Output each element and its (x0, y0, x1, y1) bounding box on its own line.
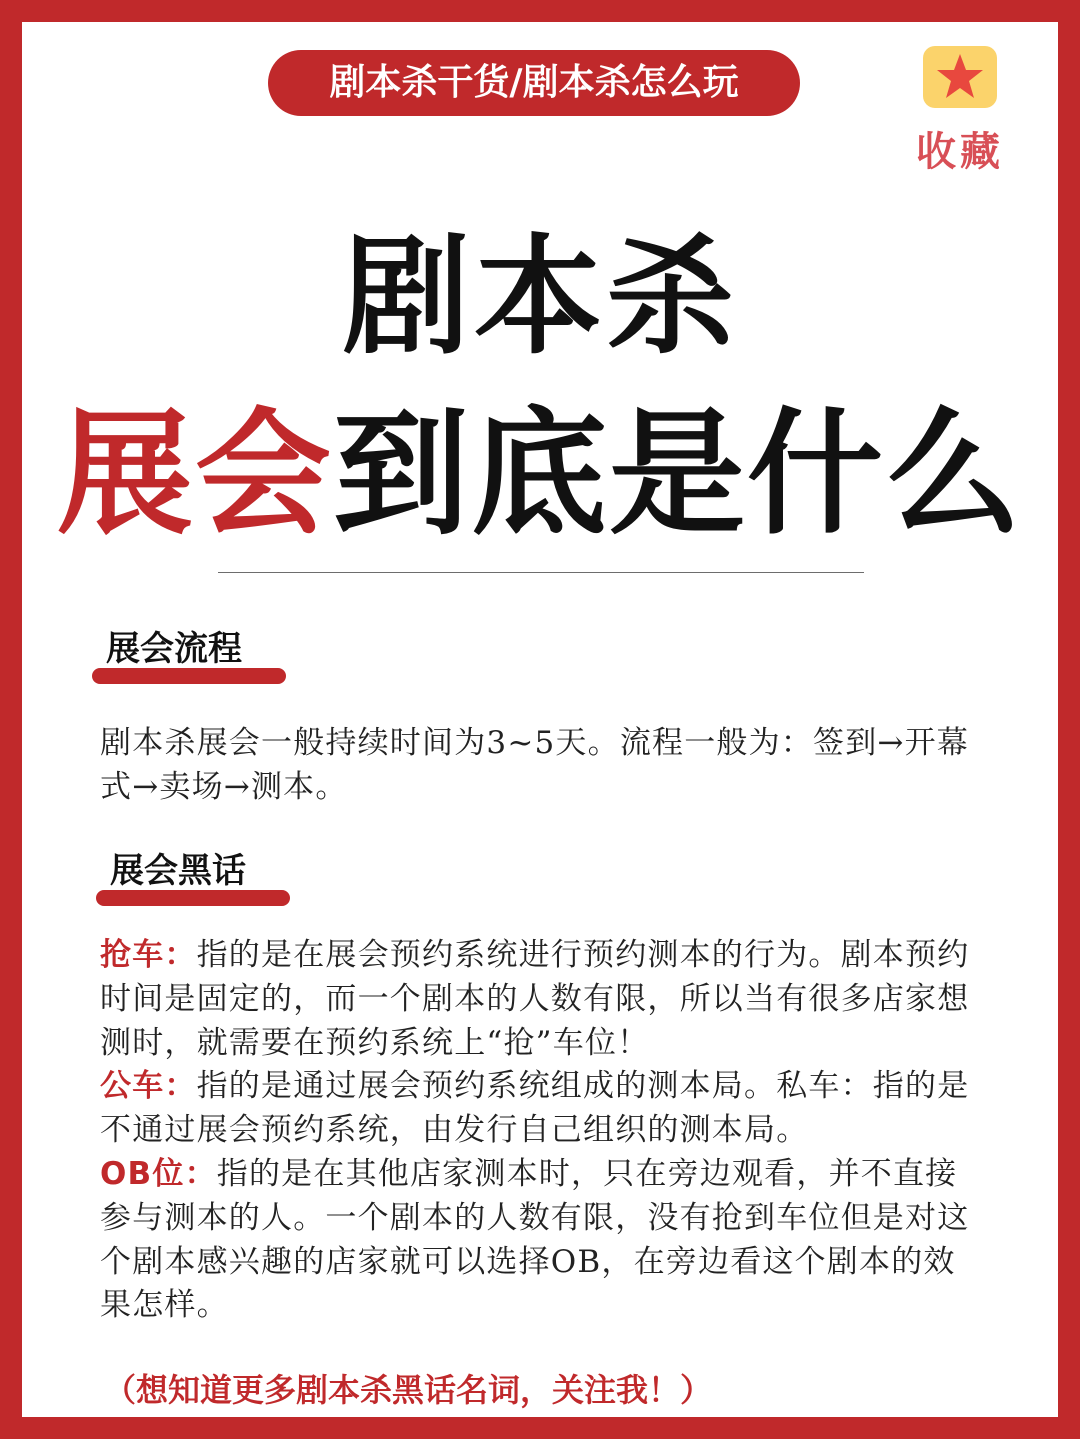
heading-text: 展会流程 (106, 629, 242, 669)
favorite-button[interactable] (905, 42, 1015, 175)
star-icon (935, 52, 985, 100)
category-tag: 剧本杀干货/剧本杀怎么玩 (268, 50, 800, 116)
section-heading-process (92, 626, 286, 686)
process-paragraph: 剧本杀展会一般持续时间为3~5天。流程一般为：签到→开幕式→卖场→测本。 (100, 725, 969, 805)
favorite-label: 收藏 (916, 129, 1004, 175)
divider (218, 572, 864, 573)
follow-cta: （想知道更多剧本杀黑话名词，关注我！） (104, 1371, 713, 1409)
jargon-term: 公车： (100, 1068, 197, 1105)
jargon-term: OB位： (100, 1155, 217, 1192)
main-title-line1: 剧本杀 (341, 222, 738, 372)
jargon-item (100, 1153, 980, 1328)
jargon-item (100, 934, 980, 1065)
main-title-line2 (22, 394, 1058, 554)
jargon-definition: 指的是在展会预约系统进行预约测本的行为。剧本预约时间是固定的，而一个剧本的人数有限，所以当有很多店家想测时，就需要在预约系统上“抢”车位！ (100, 937, 970, 1061)
section-heading-jargon (96, 848, 290, 908)
jargon-item (100, 1065, 980, 1153)
jargon-definition: 指的是在其他店家测本时，只在旁边观看，并不直接参与测本的人。一个剧本的人数有限，没有抢到车位但是对这个剧本感兴趣的店家就可以选择OB，在旁边看这个剧本的效果怎样。 (100, 1155, 970, 1324)
title-highlight: 展会 (57, 394, 333, 554)
jargon-list (100, 934, 980, 1328)
favorite-icon-box (923, 46, 997, 108)
jargon-term: 抢车： (100, 937, 197, 973)
heading-text: 展会黑话 (110, 851, 246, 891)
title-rest: 到底是什么 (333, 394, 1023, 554)
poster-card (22, 22, 1058, 1417)
jargon-definition: 指的是通过展会预约系统组成的测本局。私车：指的是不通过展会预约系统，由发行自己组织的测本局。 (100, 1068, 970, 1149)
